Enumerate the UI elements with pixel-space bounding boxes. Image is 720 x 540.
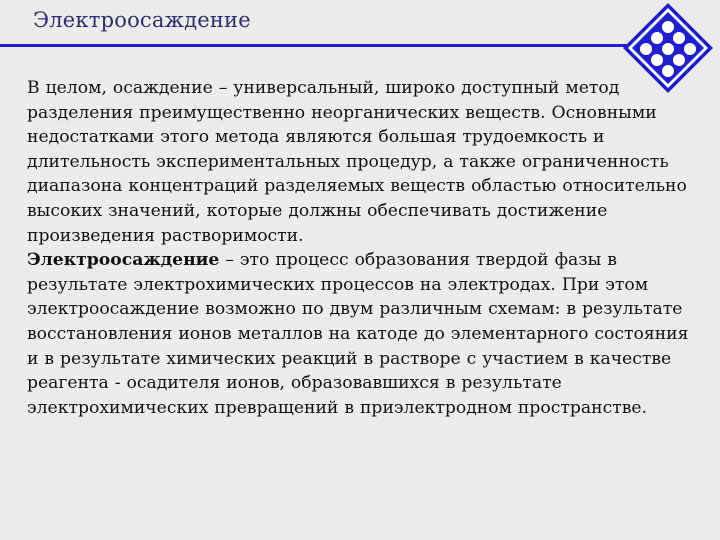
slide-title: Электроосаждение xyxy=(33,8,251,32)
paragraph-electrodeposition-text: – это процесс образования твердой фазы в результате электрохимических процессов на электродах. При этом электроосаждение возможно по двум различным схемам: в результате восстановления ионов металлов на катоде до элементарного состояния и в результате химических реакций в растворе с участием в качестве реагента - осадителя ионов, образовавшихся в результате электрохимических превращений в приэлектродном пространстве. xyxy=(27,250,689,418)
paragraph-electrodeposition xyxy=(27,248,699,420)
title-underline xyxy=(0,44,633,47)
term-electrodeposition: Электроосаждение xyxy=(27,250,220,271)
slide-body xyxy=(27,76,699,420)
paragraph-precipitation: В целом, осаждение – универсальный, широко доступный метод разделения преимущественно неорганических веществ. Основными недостатками этого метода являются большая трудоемкость и длительность экспериментальных процедур, а также ограниченность диапазона концентраций разделяемых веществ областью относительно высоких значений, которые должны обеспечивать достижение произведения растворимости. xyxy=(27,78,687,246)
